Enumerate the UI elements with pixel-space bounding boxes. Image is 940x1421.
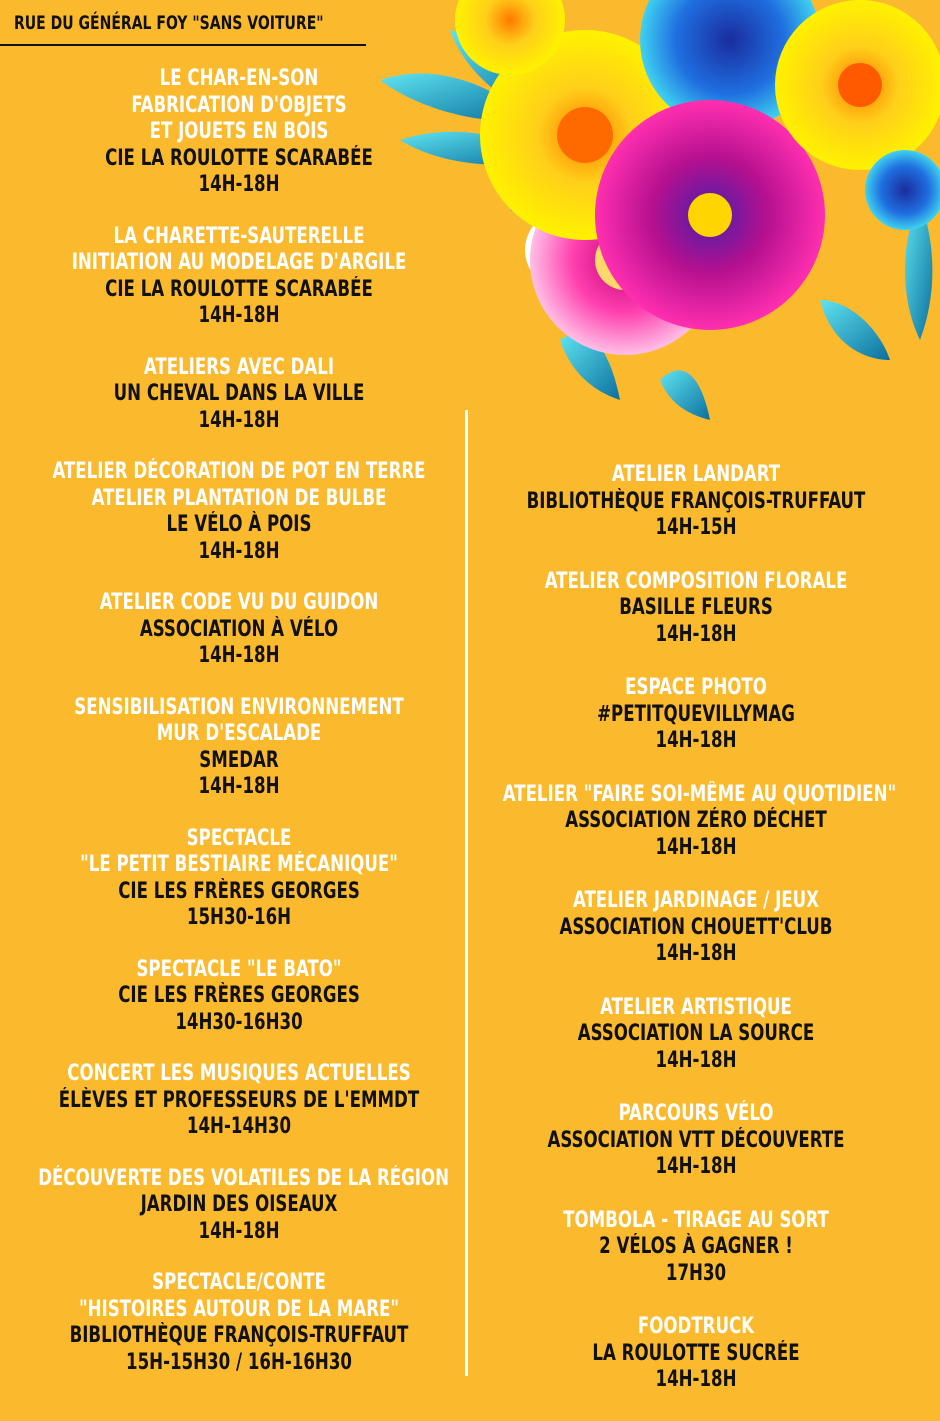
event-block (466, 1101, 926, 1181)
event-block (0, 355, 478, 435)
event-time: 14H-18H (198, 172, 280, 197)
event-block (0, 826, 478, 932)
event-time: 17H30 (665, 1260, 727, 1286)
event-organizer: CIE LA ROULOTTE SCARABÉE (105, 276, 373, 302)
event-title: PARCOURS VÉLO (618, 1101, 774, 1126)
event-organizer: ÉLÈVES ET PROFESSEURS DE L'EMMDT (58, 1087, 420, 1113)
event-organizer: LA ROULOTTE SUCRÉE (592, 1340, 800, 1366)
event-block (0, 224, 478, 330)
event-organizer: ASSOCIATION VTT DÉCOUVERTE (547, 1127, 845, 1153)
event-time: 14H-18H (655, 941, 737, 966)
event-organizer: CIE LES FRÈRES GEORGES (118, 878, 360, 904)
event-organizer: ASSOCIATION ZÉRO DÉCHET (565, 808, 827, 833)
page-title: RUE DU GÉNÉRAL FOY "SANS VOITURE" (14, 12, 324, 34)
event-title: ATELIER DÉCORATION DE POT EN TERRE (52, 459, 426, 484)
event-block (0, 590, 478, 670)
event-time: 14H-18H (655, 1154, 737, 1179)
event-time: 14H-18H (198, 643, 280, 668)
event-time: 14H-18H (198, 774, 280, 799)
event-title: "HISTOIRES AUTOUR DE LA MARE" (78, 1296, 400, 1322)
event-block (466, 995, 926, 1075)
event-title: INITIATION AU MODELAGE D'ARGILE (71, 250, 407, 275)
event-title: SPECTACLE (186, 825, 292, 851)
event-title: ATELIERS AVEC DALI (143, 354, 335, 380)
event-time: 14H-18H (655, 621, 737, 647)
event-title: SENSIBILISATION ENVIRONNEMENT (74, 694, 404, 720)
page-header (0, 0, 366, 46)
event-title: SPECTACLE "LE BATO" (136, 956, 342, 982)
event-organizer: BIBLIOTHÈQUE FRANÇOIS-TRUFFAUT (69, 1323, 409, 1348)
event-title: SPECTACLE/CONTE (152, 1270, 326, 1295)
event-organizer: SMEDAR (199, 747, 279, 773)
event-organizer: CIE LES FRÈRES GEORGES (118, 983, 360, 1008)
event-block (0, 1270, 478, 1376)
event-organizer: #PETITQUEVILLYMAG (597, 701, 795, 727)
event-time: 14H-18H (655, 1367, 737, 1392)
event-title: ATELIER JARDINAGE / JEUX (573, 888, 819, 913)
right-event-column (466, 462, 926, 1421)
event-time: 15H-15H30 / 16H-16H30 (126, 1349, 352, 1375)
event-time: 14H-18H (655, 1047, 737, 1073)
event-title: ATELIER ARTISTIQUE (600, 994, 792, 1020)
event-title: ET JOUETS EN BOIS (149, 119, 329, 144)
event-organizer: LE VÉLO À POIS (166, 512, 312, 537)
event-title: TOMBOLA - TIRAGE AU SORT (563, 1207, 829, 1233)
event-time: 14H-14H30 (186, 1114, 292, 1139)
event-organizer: ASSOCIATION CHOUETT'CLUB (559, 914, 833, 940)
event-title: CONCERT LES MUSIQUES ACTUELLES (67, 1061, 411, 1086)
event-title: FOODTRUCK (637, 1314, 755, 1339)
event-time: 15H30-16H (186, 905, 292, 930)
event-organizer: UN CHEVAL DANS LA VILLE (113, 381, 365, 406)
event-title: ESPACE PHOTO (625, 675, 767, 700)
event-block (0, 459, 478, 565)
event-title: LA CHARETTE-SAUTERELLE (113, 223, 365, 249)
event-organizer: BASILLE FLEURS (619, 595, 773, 620)
event-organizer: ASSOCIATION LA SOURCE (577, 1021, 815, 1046)
event-title: LE CHAR-EN-SON (159, 66, 319, 91)
event-title: FABRICATION D'OBJETS (131, 92, 347, 118)
event-title: ATELIER COMPOSITION FLORALE (544, 568, 848, 594)
event-block (466, 1314, 926, 1394)
event-block (466, 782, 926, 862)
event-block (0, 1166, 478, 1246)
event-time: 14H-18H (198, 538, 280, 564)
event-block (0, 1061, 478, 1141)
event-organizer: BIBLIOTHÈQUE FRANÇOIS-TRUFFAUT (526, 488, 866, 514)
event-title: ATELIER LANDART (611, 462, 781, 487)
event-block (466, 1208, 926, 1288)
event-block (466, 462, 926, 542)
event-time: 14H-18H (655, 834, 737, 860)
event-block (466, 569, 926, 649)
event-title: DÉCOUVERTE DES VOLATILES DE LA RÉGION (38, 1165, 450, 1191)
event-time: 14H30-16H30 (175, 1009, 303, 1035)
event-title: ATELIER "FAIRE SOI-MÊME AU QUOTIDIEN" (502, 781, 897, 807)
event-block (0, 695, 478, 801)
event-organizer: JARDIN DES OISEAUX (140, 1192, 338, 1217)
event-title: ATELIER CODE VU DU GUIDON (99, 590, 379, 615)
event-time: 14H-18H (198, 1218, 280, 1244)
event-block (0, 957, 478, 1037)
event-time: 14H-18H (198, 303, 280, 328)
event-title: MUR D'ESCALADE (156, 721, 322, 746)
left-event-column (0, 66, 478, 1401)
event-time: 14H-15H (655, 515, 737, 540)
event-organizer: 2 VÉLOS À GAGNER ! (599, 1234, 793, 1259)
event-time: 14H-18H (198, 407, 280, 433)
event-block (466, 888, 926, 968)
event-block (0, 66, 478, 199)
event-title: ATELIER PLANTATION DE BULBE (91, 485, 387, 511)
event-title: "LE PETIT BESTIAIRE MÉCANIQUE" (80, 852, 398, 877)
event-block (466, 675, 926, 755)
event-organizer: ASSOCIATION À VÉLO (139, 616, 339, 642)
event-organizer: CIE LA ROULOTTE SCARABÉE (105, 145, 373, 171)
event-time: 14H-18H (655, 728, 737, 753)
